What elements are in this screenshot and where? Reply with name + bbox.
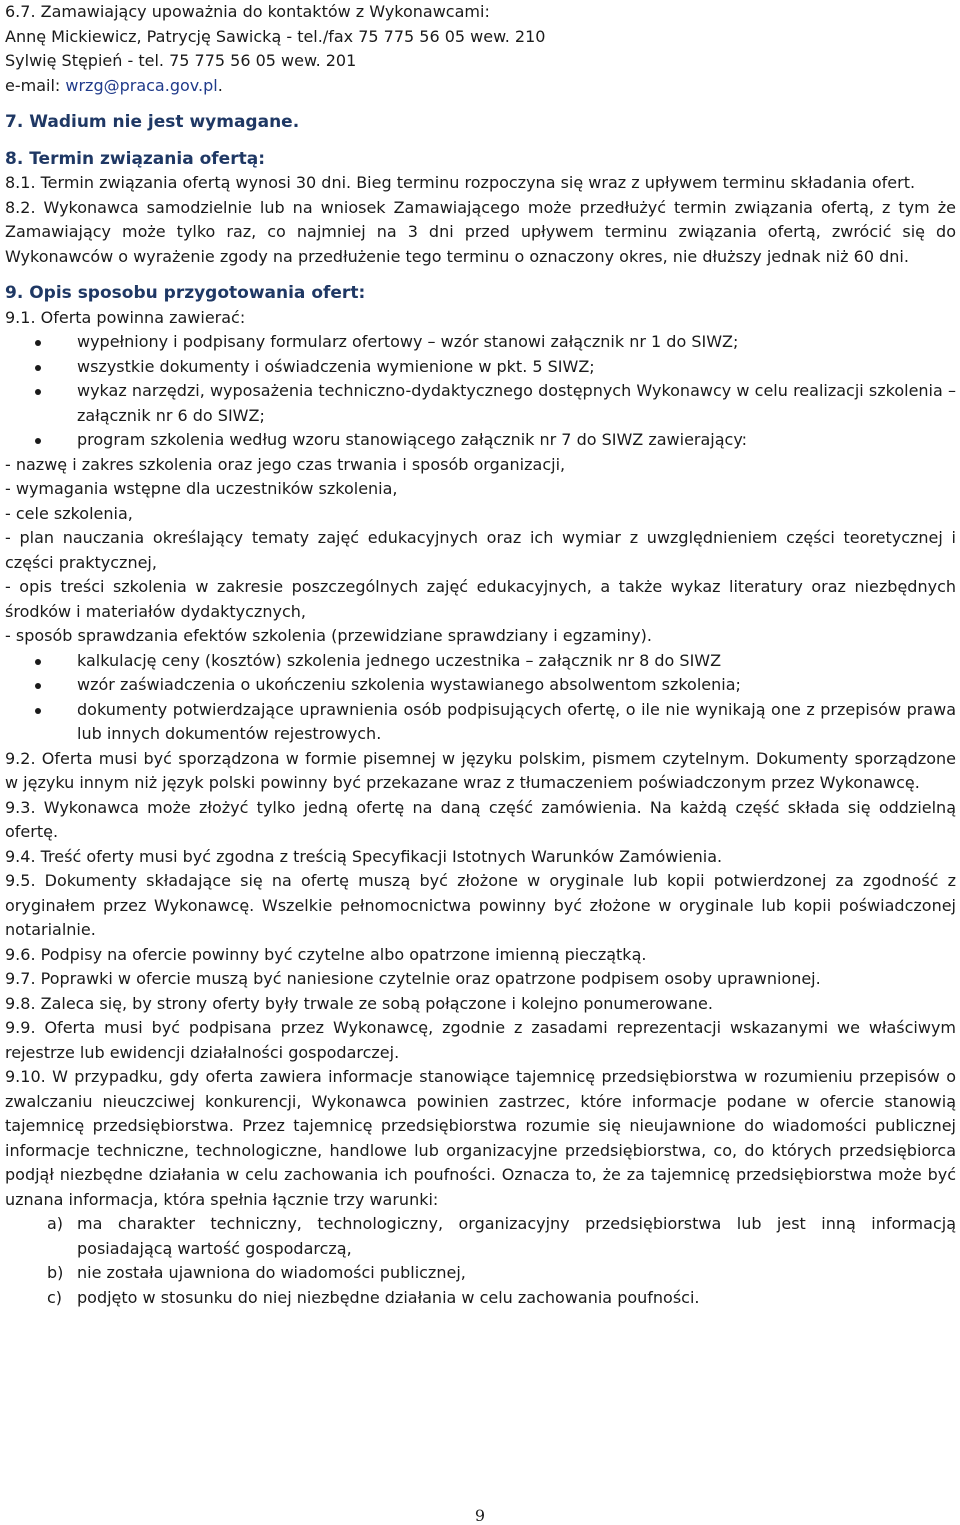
condition-item <box>5 1261 956 1286</box>
paragraph-9-3: 9.3. Wykonawca może złożyć tylko jedną ofertę na daną część zamówienia. Na każdą część składa się oddzielną ofertę. <box>5 797 956 841</box>
paragraph-9-8: 9.8. Zaleca się, by strony oferty były trwale ze sobą połączone i kolejno ponumerowane. <box>5 993 713 1013</box>
condition-marker: a) <box>47 1214 64 1233</box>
contact-line: 6.7. Zamawiający upoważnia do kontaktów z Wykonawcami: <box>5 2 490 21</box>
paragraph-8-1: 8.1. Termin związania ofertą wynosi 30 dni. Bieg terminu rozpoczyna się wraz z upływem terminu składania ofert. <box>5 173 916 192</box>
condition-marker: b) <box>47 1263 64 1282</box>
paragraph-9-10: 9.10. W przypadku, gdy oferta zawiera informacje stanowiące tajemnicę przedsiębiorstwa w rozumieniu przepisów o zwalczaniu nieuczciwej konkurencji, Wykonawca powinien zastrzec, które informacje podane w ofercie stanowią tajemnicę przedsiębiorstwa. Przez tajemnicę przedsiębiorstwa rozumie się nieujawnione do wiadomości publicznej informacje techniczne, technologiczne, handlowe lub organizacyjne przedsiębiorstwa, co, do których przedsiębiorca podjął niezbędne działania w celu zachowania ich poufności. Oznacza to, że za tajemnicę przedsiębiorstwa może być uznana informacja, która spełnia łącznie trzy warunki: <box>5 1067 956 1209</box>
section-heading-8: 8. Termin związania ofertą: <box>5 148 265 169</box>
list-item: dokumenty potwierdzające uprawnienia osób podpisujących ofertę, o ile nie wynikają one z przepisów prawa lub innych dokumentów rejestrowych. <box>5 698 956 747</box>
bullet-icon <box>35 659 41 665</box>
condition-marker: c) <box>47 1287 63 1307</box>
paragraph-9-6: 9.6. Podpisy na ofercie powinny być czytelne albo opatrzone imienną pieczątką. <box>5 944 647 964</box>
list-item: kalkulację ceny (kosztów) szkolenia jednego uczestnika – załącznik nr 8 do SIWZ <box>5 649 956 674</box>
dash-item: - wymagania wstępne dla uczestników szkolenia, <box>5 479 398 498</box>
paragraph-9-9: 9.9. Oferta musi być podpisana przez Wykonawcę, zgodnie z zasadami reprezentacji wskazanymi we właściwym rejestrze lub ewidencji działalności gospodarczej. <box>5 1018 956 1062</box>
bullet-icon <box>35 438 41 444</box>
email-suffix: . <box>217 75 223 95</box>
paragraph-9-1: 9.1. Oferta powinna zawierać: <box>5 307 246 327</box>
bullet-icon <box>35 708 41 714</box>
dash-item: - sposób sprawdzania efektów szkolenia (przewidziane sprawdziany i egzaminy). <box>5 626 652 645</box>
dash-item: - cele szkolenia, <box>5 503 133 523</box>
dash-item: - opis treści szkolenia w zakresie poszczególnych zajęć edukacyjnych, a także wykaz literatury oraz niezbędnych środków i materiałów dydaktycznych, <box>5 577 956 621</box>
paragraph-9-7: 9.7. Poprawki w ofercie muszą być naniesione czytelnie oraz opatrzone podpisem osoby uprawnionej. <box>5 969 821 988</box>
condition-item <box>5 1286 956 1311</box>
list-item: wzór zaświadczenia o ukończeniu szkolenia wystawianego absolwentom szkolenia; <box>5 673 956 698</box>
list-item: program szkolenia według wzoru stanowiącego załącznik nr 7 do SIWZ zawierający: <box>5 428 956 453</box>
condition-text: ma charakter techniczny, technologiczny, organizacyjny przedsiębiorstwa lub jest inną informacją posiadającą wartość gospodarczą, <box>77 1214 956 1258</box>
bullet-icon <box>35 340 41 346</box>
condition-text: podjęto w stosunku do niej niezbędne działania w celu zachowania poufności. <box>77 1287 700 1307</box>
dash-item: - nazwę i zakres szkolenia oraz jego czas trwania i sposób organizacji, <box>5 454 566 474</box>
section-heading-7: 7. Wadium nie jest wymagane. <box>5 112 300 132</box>
contact-line: Annę Mickiewicz, Patrycję Sawicką - tel./fax 75 775 56 05 wew. 210 <box>5 26 546 46</box>
list-item: wszystkie dokumenty i oświadczenia wymienione w pkt. 5 SIWZ; <box>5 355 956 380</box>
condition-text: nie została ujawniona do wiadomości publicznej, <box>77 1263 466 1282</box>
paragraph-9-2: 9.2. Oferta musi być sporządzona w formie pisemnej w języku polskim, pismem czytelnym. Dokumenty sporządzone w języku innym niż język polski powinny być przekazane wraz z tłumaczeniem poświadczonym przez Wykonawcę. <box>5 748 956 792</box>
page-number: 9 <box>474 1506 486 1525</box>
email-link[interactable]: wrzg@praca.gov.pl <box>65 75 218 95</box>
paragraph-8-2: 8.2. Wykonawca samodzielnie lub na wniosek Zamawiającego może przedłużyć termin związania ofertą, z tym że Zamawiający może tylko raz, co najmniej na 3 dni przed upływem terminu związania ofertą, zwrócić się do Wykonawców o wyrażenie zgody na przedłużenie tego terminu o oznaczony okres, nie dłuższy jednak niż 60 dni. <box>5 197 956 266</box>
email-prefix: e-mail: <box>5 75 66 95</box>
bullet-icon <box>35 683 41 689</box>
contact-email-line <box>5 74 956 99</box>
bullet-icon <box>35 365 41 371</box>
document-page <box>5 0 956 1310</box>
list-item: wykaz narzędzi, wyposażenia techniczno-dydaktycznego dostępnych Wykonawcy w celu realizacji szkolenia – załącznik nr 6 do SIWZ; <box>5 379 956 428</box>
contact-line: Sylwię Stępień - tel. 75 775 56 05 wew. 201 <box>5 51 357 70</box>
bullet-icon <box>35 389 41 395</box>
condition-item <box>5 1212 956 1261</box>
paragraph-9-4: 9.4. Treść oferty musi być zgodna z treścią Specyfikacji Istotnych Warunków Zamówienia. <box>5 846 723 866</box>
section-heading-9: 9. Opis sposobu przygotowania ofert: <box>5 283 366 303</box>
dash-item: - plan nauczania określający tematy zajęć edukacyjnych oraz ich wymiar z uwzględnieniem części teoretycznej i części praktycznej, <box>5 528 956 572</box>
list-item: wypełniony i podpisany formularz ofertowy – wzór stanowi załącznik nr 1 do SIWZ; <box>5 330 956 355</box>
paragraph-9-5: 9.5. Dokumenty składające się na ofertę muszą być złożone w oryginale lub kopii potwierdzonej za zgodność z oryginałem przez Wykonawcę. Wszelkie pełnomocnictwa powinny być złożone w oryginale lub kopii poświadczonej notarialnie. <box>5 871 956 939</box>
